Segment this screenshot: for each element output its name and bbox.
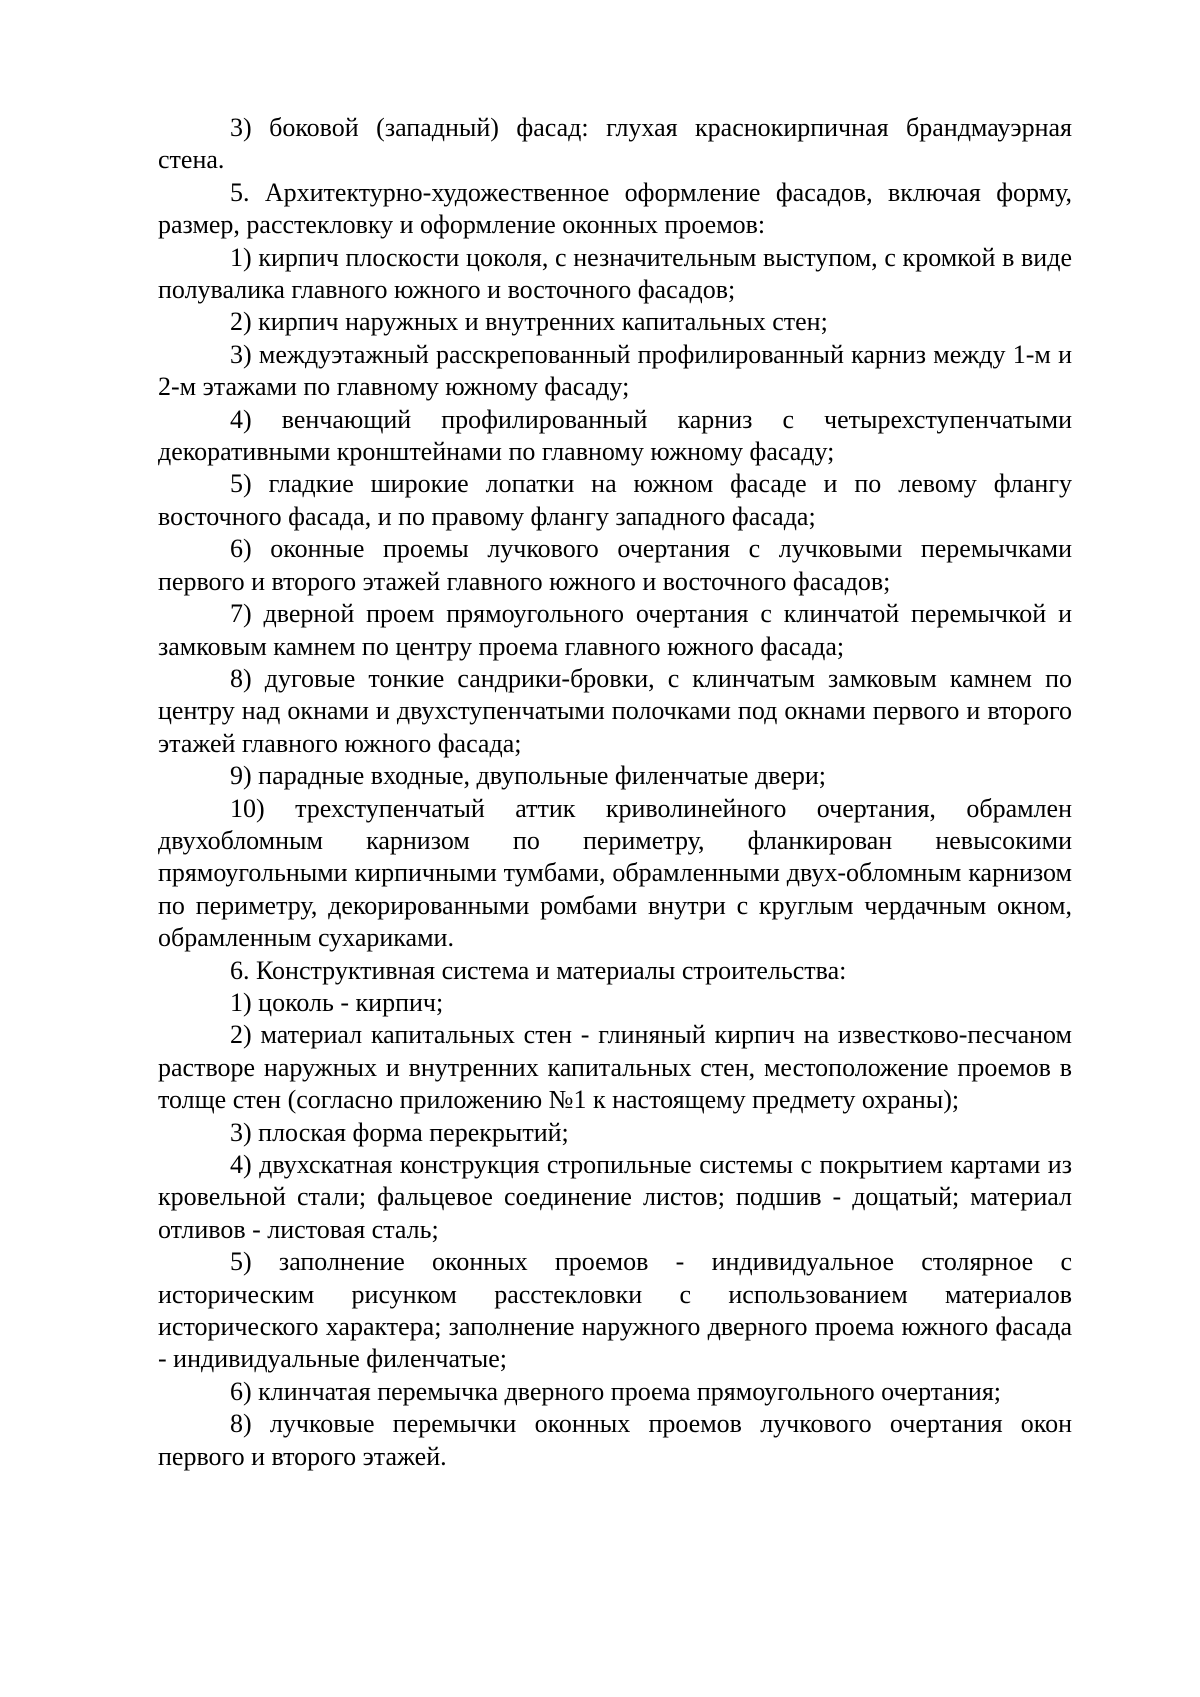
paragraph: 1) кирпич плоскости цоколя, с незначительным выступом, с кромкой в виде полувалика главного южного и восточного фасадов; [158, 242, 1072, 305]
paragraph: 9) парадные входные, двупольные филенчатые двери; [230, 761, 826, 791]
paragraph: 8) дуговые тонкие сандрики-бровки, с клинчатым замковым камнем по центру над окнами и двухступенчатыми полочками под окнами первого и второго этажей главного южного фасада; [158, 663, 1072, 758]
paragraph: 8) лучковые перемычки оконных проемов лучкового очертания окон первого и второго этажей. [158, 1409, 1072, 1471]
paragraph: 6) оконные проемы лучкового очертания с лучковыми перемычками первого и второго этажей главного южного и восточного фасадов; [158, 534, 1072, 596]
paragraph: 6) клинчатая перемычка дверного проема прямоугольного очертания; [230, 1376, 1001, 1406]
paragraph: 5. Архитектурно-художественное оформление фасадов, включая форму, размер, расстекловку и оформление оконных проемов: [158, 177, 1072, 240]
paragraph: 7) дверной проем прямоугольного очертания с клинчатой перемычкой и замковым камнем по центру проема главного южного фасада; [158, 599, 1072, 661]
document-page [158, 112, 1072, 1473]
paragraph: 4) венчающий профилированный карниз с четырехступенчатыми декоративными кронштейнами по главному южному фасаду; [158, 404, 1072, 467]
paragraph: 10) трехступенчатый аттик криволинейного очертания, обрамлен двухобломным карнизом по периметру, фланкирован невысокими прямоугольными кирпичными тумбами, обрамленными двух-обломным карнизом по периметру, декорированными ромбами внутри с круглым чердачным окном, обрамленным сухариками. [158, 793, 1072, 953]
paragraph: 3) междуэтажный расскрепованный профилированный карниз между 1-м и 2-м этажами по главному южному фасаду; [158, 339, 1072, 402]
paragraph: 6. Конструктивная система и материалы строительства: [230, 955, 847, 985]
paragraph: 2) кирпич наружных и внутренних капитальных стен; [230, 307, 828, 337]
paragraph: 1) цоколь - кирпич; [230, 987, 444, 1017]
paragraph: 4) двухскатная конструкция стропильные системы с покрытием картами из кровельной стали; фальцевое соединение листов; подшив - дощатый; материал отливов - листовая сталь; [158, 1150, 1072, 1244]
paragraph: 3) боковой (западный) фасад: глухая краснокирпичная брандмауэрная стена. [158, 113, 1072, 175]
paragraph: 3) плоская форма перекрытий; [230, 1117, 569, 1147]
paragraph: 2) материал капитальных стен - глиняный кирпич на известково-песчаном растворе наружных и внутренних капитальных стен, местоположение проемов в толще стен (согласно приложению №1 к настоящему предмету охраны); [158, 1020, 1072, 1115]
paragraph: 5) гладкие широкие лопатки на южном фасаде и по левому флангу восточного фасада, и по правому флангу западного фасада; [158, 469, 1072, 531]
paragraph: 5) заполнение оконных проемов - индивидуальное столярное с историческим рисунком расстекловки с использованием материалов исторического характера; заполнение наружного дверного проема южного фасада - индивидуальные филенчатые; [158, 1247, 1072, 1374]
